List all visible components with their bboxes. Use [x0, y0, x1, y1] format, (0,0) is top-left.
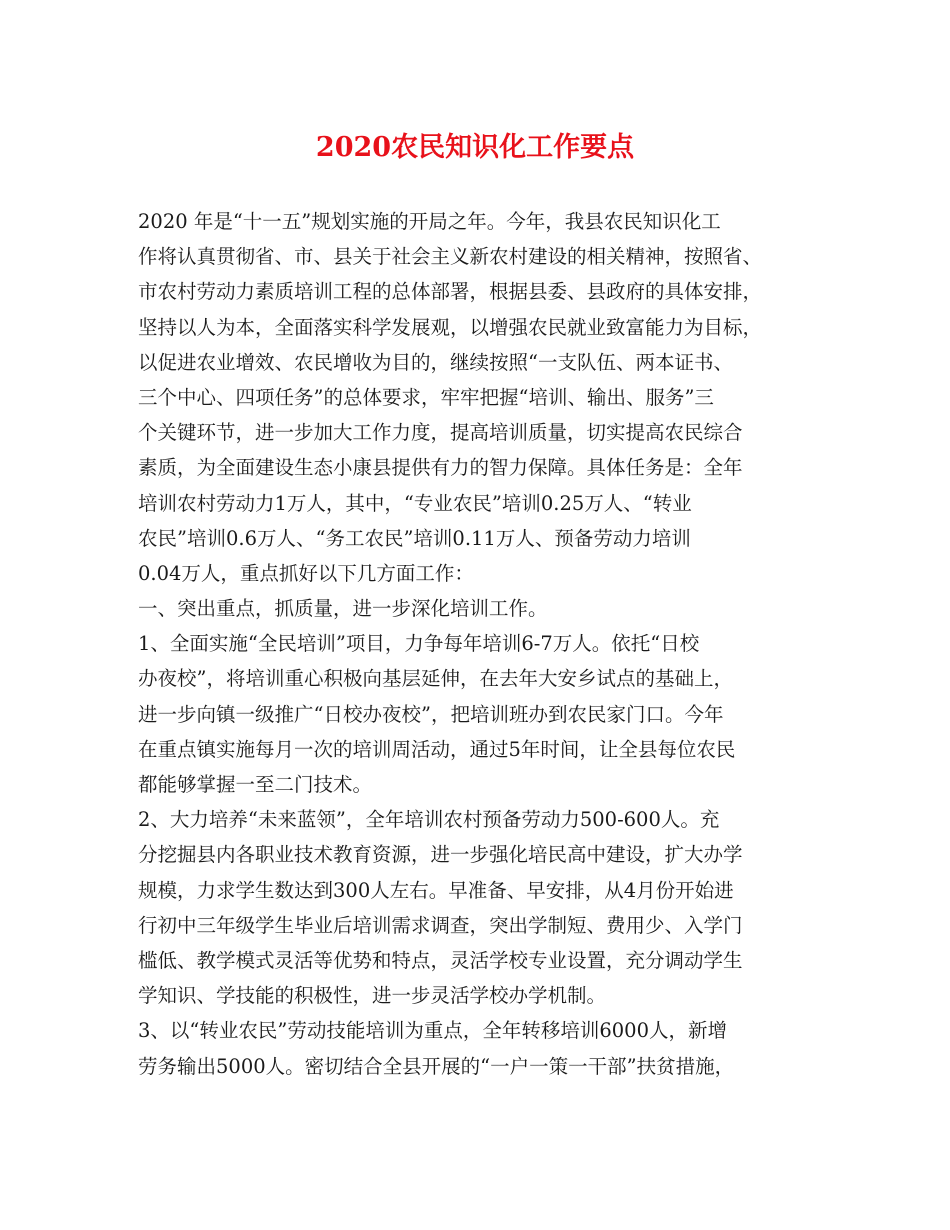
document-body — [138, 204, 828, 1084]
body-line: 坚持以人为本，全面落实科学发展观，以增强农民就业致富能力为目标， — [138, 315, 763, 339]
body-line: 3、以“转业农民”劳动技能培训为重点，全年转移培训6000人，新增 — [138, 1019, 727, 1043]
body-line: 办夜校”，将培训重心积极向基层延伸，在去年大安乡试点的基础上， — [138, 667, 733, 691]
body-line: 农民”培训0.6万人、“务工农民”培训0.11万人、预备劳动力培训 — [138, 526, 691, 550]
body-line: 劳务输出5000人。密切结合全县开展的“一户一策一干部”扶贫措施， — [138, 1054, 735, 1078]
body-line: 1、全面实施“全民培训”项目，力争每年培训6-7万人。依托“日校 — [138, 632, 700, 656]
body-line: 2020 年是“十一五”规划实施的开局之年。今年，我县农民知识化工 — [138, 210, 721, 233]
body-line: 行初中三年级学生毕业后培训需求调查，突出学制短、费用少、入学门 — [138, 913, 743, 937]
body-line: 规模，力求学生数达到300人左右。早准备、早安排，从4月份开始进 — [138, 878, 734, 902]
body-line: 三个中心、四项任务”的总体要求，牢牢把握“培训、输出、服务”三 — [138, 385, 714, 409]
body-line: 在重点镇实施每月一次的培训周活动，通过5年时间，让全县每位农民 — [138, 737, 736, 761]
body-line: 都能够掌握一至二门技术。 — [138, 773, 373, 796]
section-heading: 一、突出重点，抓质量，进一步深化培训工作。 — [138, 597, 548, 621]
body-line: 进一步向镇一级推广“日校办夜校”，把培训班办到农民家门口。今年 — [138, 702, 724, 726]
body-line: 0.04万人，重点抓好以下几方面工作： — [138, 561, 474, 585]
body-line: 作将认真贯彻省、市、县关于社会主义新农村建设的相关精神，按照省、 — [138, 245, 763, 269]
body-line: 市农村劳动力素质培训工程的总体部署，根据县委、县政府的具体安排， — [138, 280, 763, 304]
body-line: 以促进农业增效、农民增收为目的，继续按照“一支队伍、两本证书、 — [138, 350, 733, 374]
body-line: 学知识、学技能的积极性，进一步灵活学校办学机制。 — [138, 984, 607, 1008]
body-line: 2、大力培养“未来蓝领”，全年培训农村预备劳动力500-600人。充 — [138, 808, 720, 832]
body-line: 槛低、教学模式灵活等优势和特点，灵活学校专业设置，充分调动学生 — [138, 948, 743, 972]
body-line: 素质，为全面建设生态小康县提供有力的智力保障。具体任务是：全年 — [138, 456, 743, 480]
document-title: 2020农民知识化工作要点 — [315, 132, 635, 163]
body-line: 个关键环节，进一步加大工作力度，提高培训质量，切实提高农民综合 — [138, 421, 743, 445]
body-line: 分挖掘县内各职业技术教育资源，进一步强化培民高中建设，扩大办学 — [138, 843, 743, 867]
body-line: 培训农村劳动力1万人，其中，“专业农民”培训0.25万人、“转业 — [138, 491, 692, 515]
